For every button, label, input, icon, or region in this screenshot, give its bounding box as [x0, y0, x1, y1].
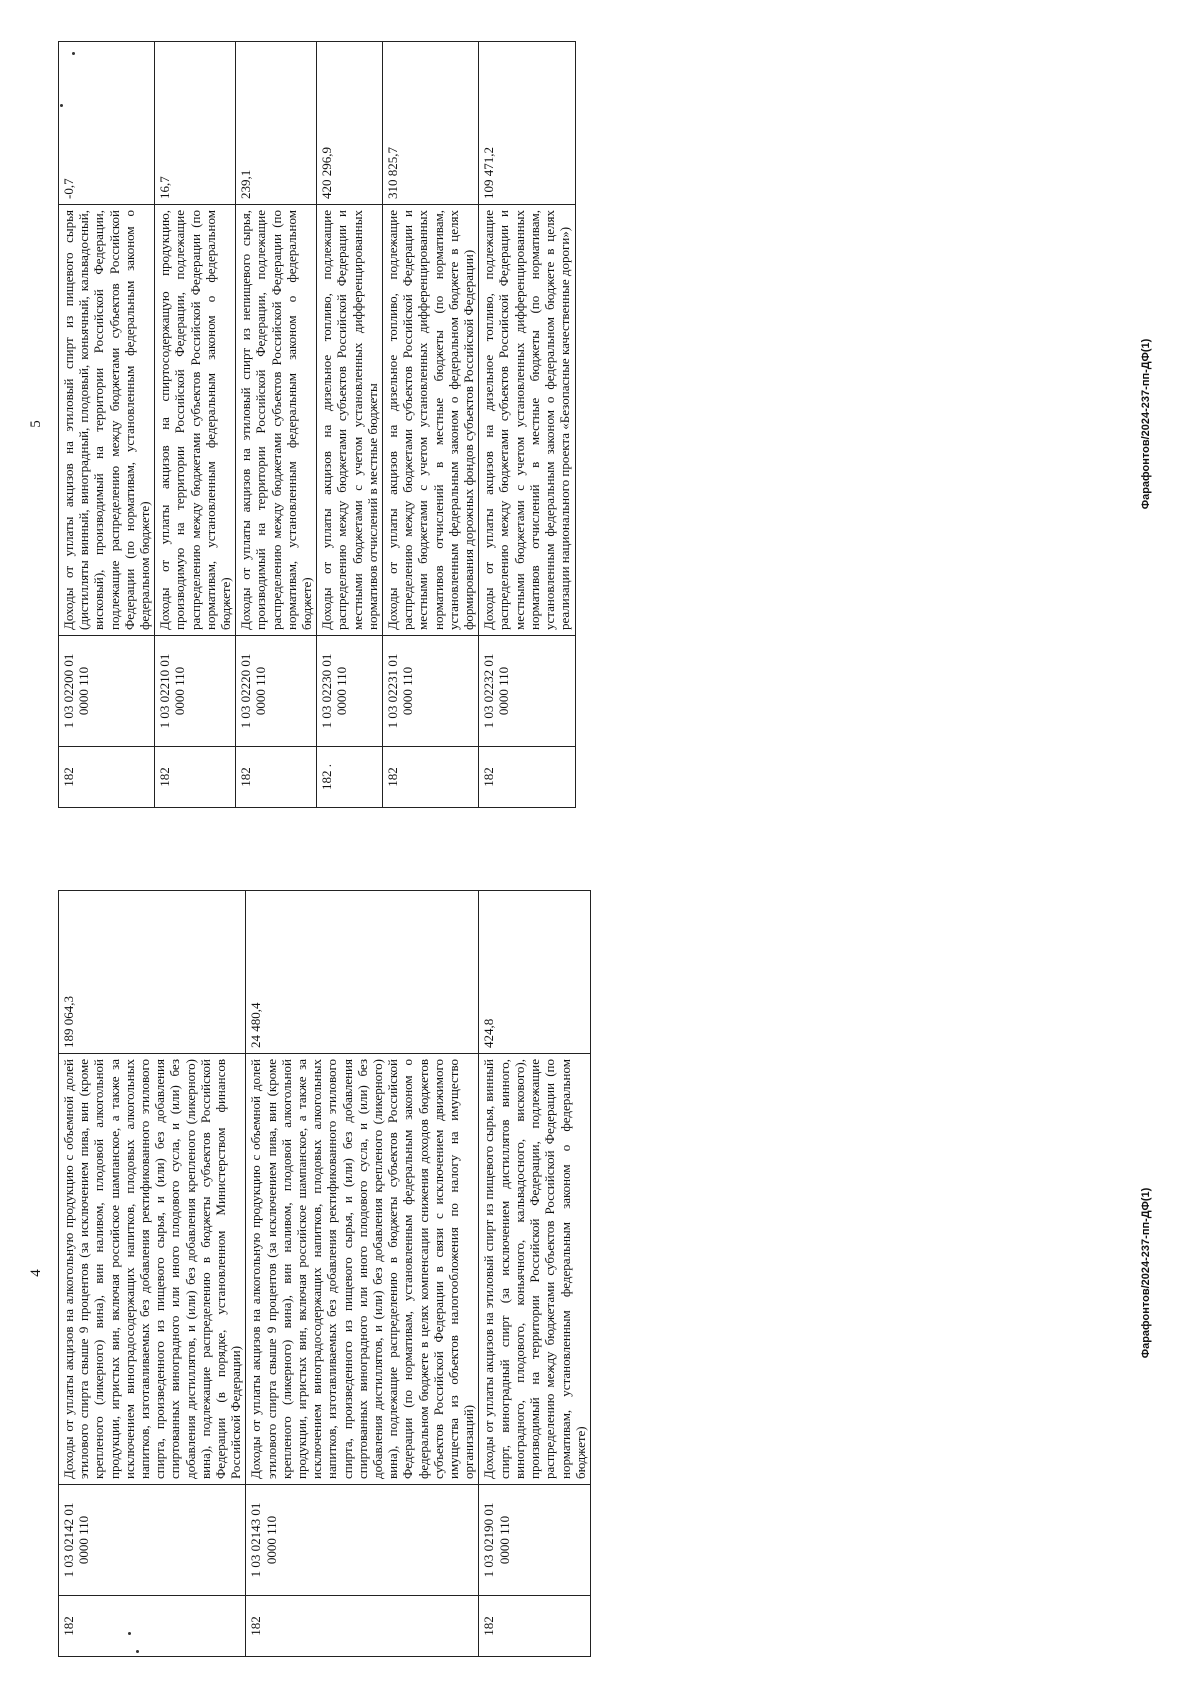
table-row [479, 891, 590, 1657]
revenue-name-cell: Доходы от уплаты акцизов на дизельное топливо, подлежащие распределению между бюджетами субъектов Российской Федерации и местными бюджетами с учетом установленных дифференцированных нормативов отчислений в местные бюджеты (по нормативам, установленным федеральным законом о федеральном бюджете в целях формирования дорожных фондов субъектов Российской Федерации) [383, 205, 479, 636]
revenue-name-cell: Доходы от уплаты акцизов на алкогольную продукцию с объемной долей этилового спирта свыше 9 процентов (за исключением пива, вин (кроме крепленого (ликерного) вина), вин наливом, плодовой алкогольной продукции, игристых вин, включая российское шампанское, а также за исключением виноградосодержащих напитков, плодовых алкогольных напитков, изготавливаемых без добавления ректификованного этилового спирта, произведенного из пищевого сырья, и (или) без добавления спиртованных виноградного или иного плодового сусла, и (или) без добавления дистиллятов, и (или) без добавления крепленого (ликерного) вина), подлежащие распределению в бюджеты субъектов Российской Федерации (в порядке, установленном Министерством финансов Российской Федерации) [59, 1054, 246, 1485]
amount-cell: 424,8 [479, 891, 590, 1054]
amount-cell: 420 296,9 [317, 42, 383, 205]
amount-cell: 16,7 [155, 42, 236, 205]
budget-code-cell: 1 03 02190 01 0000 110 [479, 1485, 590, 1596]
budget-code-cell: 1 03 02231 01 0000 110 [383, 636, 479, 747]
admin-code-cell: 182 [236, 747, 317, 808]
table-row [59, 891, 246, 1657]
amount-cell: 239,1 [236, 42, 317, 205]
amount-cell: 310 825,7 [383, 42, 479, 205]
scan-speck [136, 1650, 139, 1653]
table-row [317, 42, 383, 808]
admin-code-cell: 182 . [317, 747, 383, 808]
revenue-name-cell: Доходы от уплаты акцизов на спиртосодержащую продукцию, производимую на территории Российской Федерации, подлежащие распределению между бюджетами субъектов Российской Федерации (по нормативам, установленным федеральным законом о федеральном бюджете) [155, 205, 236, 636]
table-row [479, 42, 575, 808]
admin-code-cell: 182 [59, 1596, 246, 1657]
revenue-table [58, 41, 576, 808]
revenue-name-cell: Доходы от уплаты акцизов на этиловый спирт из пищевого сырья, винный спирт, виноградный спирт (за исключением дистиллятов винного, виноградного, плодового, коньячного, кальвадосного, вискового), производимый на территории Российской Федерации, подлежащие распределению между бюджетами субъектов Российской Федерации (по нормативам, установленным федеральным законом о федеральном бюджете) [479, 1054, 590, 1485]
table-row [383, 42, 479, 808]
table-row [59, 42, 155, 808]
budget-code-cell: 1 03 02200 01 0000 110 [59, 636, 155, 747]
admin-code-cell: 182 [155, 747, 236, 808]
budget-code-cell: 1 03 02232 01 0000 110 [479, 636, 575, 747]
scan-speck [128, 1632, 131, 1635]
admin-code-cell: 182 [479, 1596, 590, 1657]
amount-cell: -0,7 [59, 42, 155, 205]
page-5 [0, 0, 1200, 848]
revenue-name-cell: Доходы от уплаты акцизов на дизельное топливо, подлежащие распределению между бюджетами субъектов Российской Федерации и местными бюджетами с учетом установленных дифференцированных нормативов отчислений в местные бюджеты [317, 205, 383, 636]
budget-code-cell: 1 03 02220 01 0000 110 [236, 636, 317, 747]
page-number: 4 [28, 1269, 44, 1277]
table-row [246, 891, 479, 1657]
scan-speck [60, 104, 63, 107]
admin-code-cell: 182 [246, 1596, 479, 1657]
amount-cell: 109 471,2 [479, 42, 575, 205]
table-row [236, 42, 317, 808]
revenue-name-cell: Доходы от уплаты акцизов на этиловый спирт из пищевого сырья (дистилляты винный, виноградный, плодовый, коньячный, кальвадосный, висковый), производимый на территории Российской Федерации, подлежащие распределению между бюджетами субъектов Российской Федерации (по нормативам, установленным федеральным законом о федеральном бюджете) [59, 205, 155, 636]
admin-code-cell: 182 [383, 747, 479, 808]
budget-code-cell: 1 03 02143 01 0000 110 [246, 1485, 479, 1596]
document-footer: Фарафонтов/2024-237-пп-ДФ(1) [1140, 1187, 1152, 1359]
budget-code-cell: 1 03 02142 01 0000 110 [59, 1485, 246, 1596]
amount-cell: 24 480,4 [246, 891, 479, 1054]
page-4 [0, 849, 1200, 1697]
revenue-table [58, 890, 591, 1657]
budget-code-cell: 1 03 02230 01 0000 110 [317, 636, 383, 747]
revenue-name-cell: Доходы от уплаты акцизов на алкогольную продукцию с объемной долей этилового спирта свыше 9 процентов (за исключением пива, вин (кроме крепленого (ликерного) вина), вин наливом, плодовой алкогольной продукции, игристых вин, включая российское шампанское, а также за исключением виноградосодержащих напитков, плодовых алкогольных напитков, изготавливаемых без добавления ректификованного этилового спирта, произведенного из пищевого сырья, и (или) без добавления спиртованных виноградного или иного плодового сусла, и (или) без добавления дистиллятов, и (или) без добавления крепленого (ликерного) вина), подлежащие распределению в бюджеты субъектов Российской Федерации (по нормативам, установленным федеральным законом о федеральном бюджете в целях компенсации снижения доходов бюджетов субъектов Российской Федерации в связи с исключением движимого имущества из объектов налогообложения по налогу на имущество организаций) [246, 1054, 479, 1485]
page-4-content [0, 849, 1200, 1697]
table-row [155, 42, 236, 808]
amount-cell: 189 064,3 [59, 891, 246, 1054]
budget-code-cell: 1 03 02210 01 0000 110 [155, 636, 236, 747]
scan-speck [72, 52, 75, 55]
revenue-name-cell: Доходы от уплаты акцизов на этиловый спирт из непищевого сырья, производимый на территории Российской Федерации, подлежащие распределению между бюджетами субъектов Российской Федерации (по нормативам, установленным федеральным законом о федеральном бюджете) [236, 205, 317, 636]
page-number: 5 [28, 420, 44, 428]
page-5-content [0, 0, 1200, 848]
revenue-name-cell: Доходы от уплаты акцизов на дизельное топливо, подлежащие распределению между бюджетами субъектов Российской Федерации и местными бюджетами с учетом установленных дифференцированных нормативов отчислений в местные бюджеты (по нормативам, установленным федеральным законом о федеральном бюджете в целях реализации национального проекта «Безопасные качественные дороги») [479, 205, 575, 636]
admin-code-cell: 182 [479, 747, 575, 808]
document-footer: Фарафонтов/2024-237-пп-ДФ(1) [1140, 338, 1152, 510]
admin-code-cell: 182 [59, 747, 155, 808]
